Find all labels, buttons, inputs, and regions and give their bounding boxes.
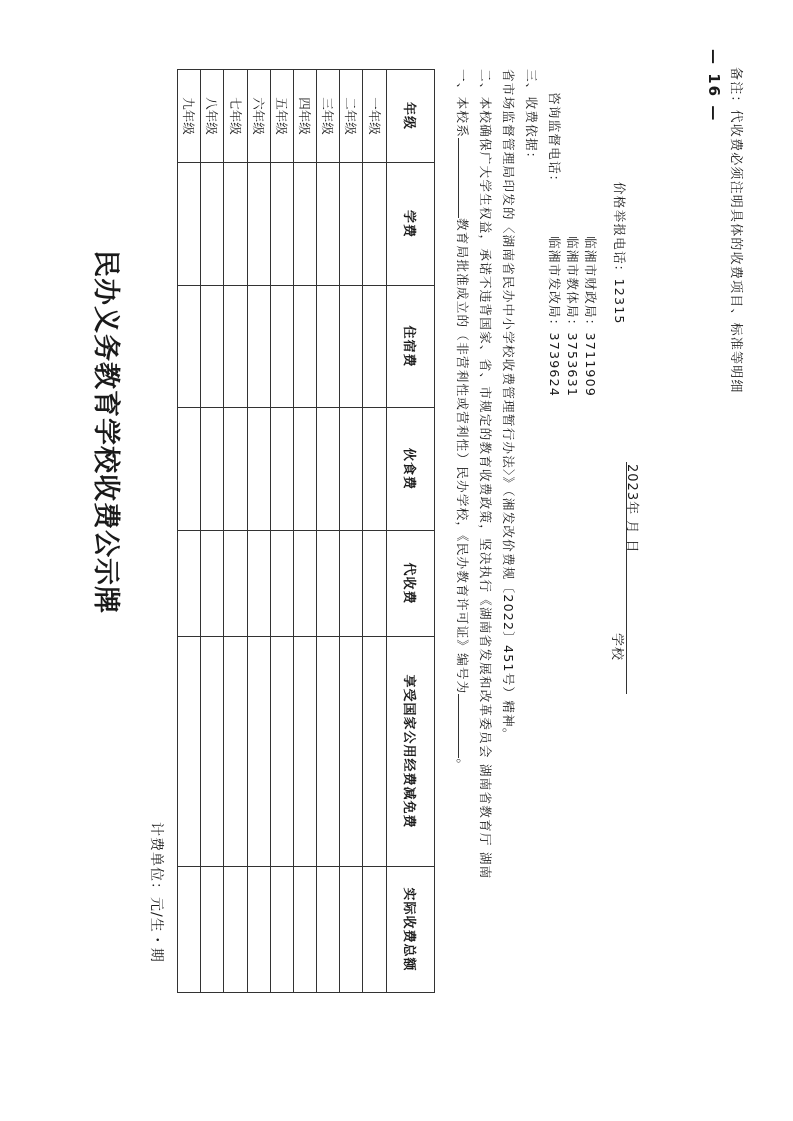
fee-cell bbox=[293, 531, 316, 637]
phone-jtj: 临湘市教体局：3753631 bbox=[565, 236, 580, 398]
table-row bbox=[201, 70, 224, 993]
note-1-middle: 教育局批准成立的（非营利性或营利性）民办学校，《民办教育许可证》编号为 bbox=[455, 217, 470, 695]
fee-cell bbox=[247, 286, 270, 408]
fee-cell bbox=[270, 286, 293, 408]
fee-cell bbox=[340, 408, 363, 531]
table-row bbox=[317, 70, 340, 993]
fee-cell bbox=[363, 408, 386, 531]
fee-cell bbox=[270, 867, 293, 993]
fee-cell bbox=[293, 163, 316, 286]
fee-cell bbox=[178, 286, 201, 408]
fee-cell bbox=[363, 867, 386, 993]
remark: 备注：代收费必须注明具体的收费项目、标准等明细 bbox=[728, 67, 743, 394]
grade-cell: 六年级 bbox=[247, 70, 270, 163]
billing-unit: 计费单位：元/生・期 bbox=[148, 822, 164, 963]
fee-cell bbox=[201, 637, 224, 867]
grade-cell: 五年级 bbox=[270, 70, 293, 163]
fee-cell bbox=[293, 286, 316, 408]
fee-cell bbox=[224, 867, 247, 993]
column-header: 学费 bbox=[386, 163, 434, 286]
fee-cell bbox=[224, 637, 247, 867]
page-title: 民办义务教育学校收费公示牌 bbox=[90, 250, 121, 614]
note-line-3: 省市场监督管理局印发的〈湖南省民办中小学校收费管理暂行办法〉》（湘发改价费规〔2022〕451号）精神。 bbox=[501, 69, 516, 742]
fee-table bbox=[177, 69, 435, 993]
fee-cell bbox=[247, 163, 270, 286]
fee-cell bbox=[247, 637, 270, 867]
report-phone: 价格举报电话：12315 bbox=[612, 182, 627, 325]
fee-cell bbox=[201, 163, 224, 286]
phone-fgj: 临湘市发改局：3739624 bbox=[547, 236, 562, 398]
grade-cell: 八年级 bbox=[201, 70, 224, 163]
supervision-label: 咨询监督电话： bbox=[547, 92, 562, 189]
note-1-end: 。 bbox=[455, 758, 470, 773]
table-row bbox=[247, 70, 270, 993]
grade-cell: 九年级 bbox=[178, 70, 201, 163]
fee-cell bbox=[340, 163, 363, 286]
fee-cell bbox=[317, 531, 340, 637]
table-row bbox=[178, 70, 201, 993]
fee-cell bbox=[224, 286, 247, 408]
fee-cell bbox=[293, 408, 316, 531]
table-row bbox=[224, 70, 247, 993]
date-line: 2023年 月 日 bbox=[624, 464, 639, 554]
fee-cell bbox=[247, 867, 270, 993]
fee-cell bbox=[317, 163, 340, 286]
fee-cell bbox=[363, 637, 386, 867]
fee-cell bbox=[293, 867, 316, 993]
fee-cell bbox=[201, 408, 224, 531]
column-header: 享受国家公用经费减免费 bbox=[386, 637, 434, 867]
fee-cell bbox=[178, 408, 201, 531]
fee-cell bbox=[340, 531, 363, 637]
fee-cell bbox=[270, 531, 293, 637]
school-label: 学校 bbox=[609, 633, 624, 662]
fee-cell bbox=[317, 286, 340, 408]
column-header: 年级 bbox=[386, 70, 434, 163]
fee-cell bbox=[178, 531, 201, 637]
fee-cell bbox=[224, 531, 247, 637]
fee-cell bbox=[363, 286, 386, 408]
grade-cell: 三年级 bbox=[317, 70, 340, 163]
page-number: — 16 — bbox=[705, 49, 723, 123]
table-row bbox=[270, 70, 293, 993]
fee-cell bbox=[247, 408, 270, 531]
fee-cell bbox=[224, 163, 247, 286]
fee-cell bbox=[201, 867, 224, 993]
fee-cell bbox=[293, 637, 316, 867]
fee-cell bbox=[224, 408, 247, 531]
license-blank bbox=[458, 694, 473, 758]
fee-cell bbox=[247, 531, 270, 637]
fee-cell bbox=[201, 286, 224, 408]
fee-cell bbox=[363, 531, 386, 637]
fee-cell bbox=[270, 163, 293, 286]
fee-cell bbox=[270, 637, 293, 867]
table-row bbox=[363, 70, 386, 993]
fee-cell bbox=[201, 531, 224, 637]
fee-cell bbox=[340, 637, 363, 867]
grade-cell: 一年级 bbox=[363, 70, 386, 163]
fee-cell bbox=[317, 867, 340, 993]
fee-cell bbox=[340, 867, 363, 993]
note-line-4: 三、收费依据： bbox=[524, 69, 539, 166]
bureau-blank bbox=[458, 138, 473, 218]
fee-cell bbox=[270, 408, 293, 531]
phone-czj: 临湘市财政局：3711909 bbox=[583, 236, 598, 398]
note-1-start: 一、本校系 bbox=[455, 69, 470, 138]
fee-cell bbox=[178, 637, 201, 867]
grade-cell: 四年级 bbox=[293, 70, 316, 163]
column-header: 代收费 bbox=[386, 531, 434, 637]
table-header-row bbox=[386, 70, 434, 993]
fee-cell bbox=[178, 163, 201, 286]
table-row bbox=[293, 70, 316, 993]
fee-cell bbox=[363, 163, 386, 286]
column-header: 住宿费 bbox=[386, 286, 434, 408]
column-header: 伙食费 bbox=[386, 408, 434, 531]
fee-cell bbox=[317, 637, 340, 867]
note-line-1 bbox=[454, 69, 473, 772]
fee-cell bbox=[340, 286, 363, 408]
grade-cell: 七年级 bbox=[224, 70, 247, 163]
table-row bbox=[340, 70, 363, 993]
column-header: 实际收费总额 bbox=[386, 867, 434, 993]
signature-rule bbox=[626, 462, 627, 694]
fee-cell bbox=[317, 408, 340, 531]
grade-cell: 二年级 bbox=[340, 70, 363, 163]
fee-cell bbox=[178, 867, 201, 993]
note-line-2: 二、本校确保广大学生权益，承诺不违背国家、省、市规定的教育收费政策，坚决执行《湖南省发展和改革委员会 湖南省教育厅 湖南 bbox=[478, 69, 493, 880]
